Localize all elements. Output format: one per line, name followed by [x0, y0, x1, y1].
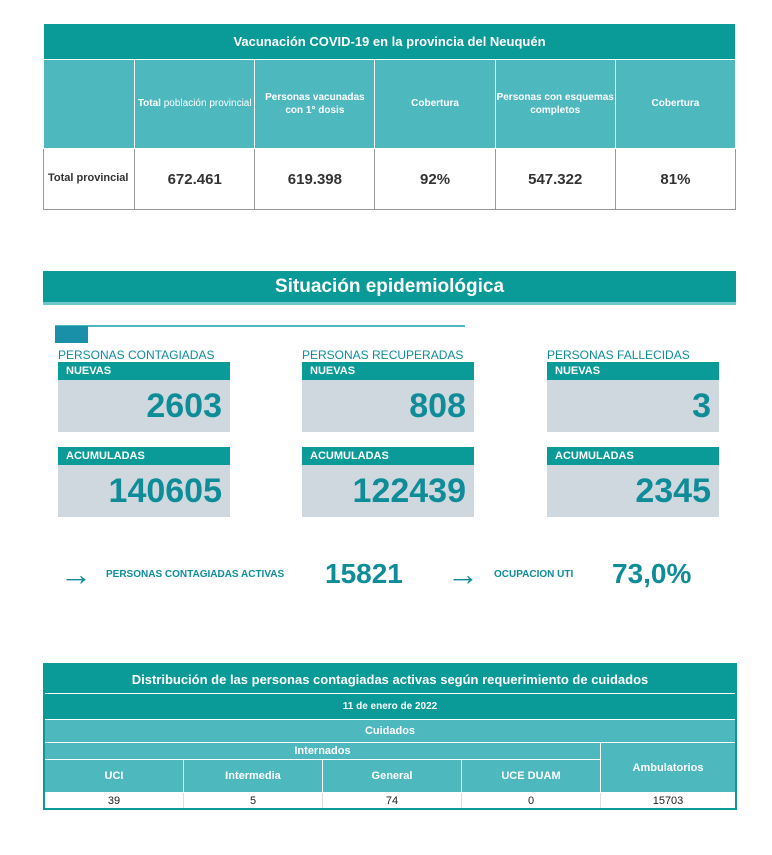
group-recuperadas [302, 348, 474, 517]
group-title: PERSONAS RECUPERADAS [302, 348, 464, 362]
header-complete: Personas con esquemas completos [495, 60, 615, 149]
col-uce-duam: UCE DUAM [462, 760, 601, 793]
group-title: PERSONAS CONTAGIADAS [58, 348, 215, 362]
row-label: Total provincial [44, 149, 135, 210]
care-ambulatorios: Ambulatorios [601, 743, 737, 793]
val-ambulatorios: 15703 [601, 793, 737, 810]
value-first-dose: 619.398 [255, 149, 375, 210]
header-coverage-2: Cobertura [615, 60, 735, 149]
card-value-new: 2603 [58, 380, 230, 432]
val-uce-duam: 0 [462, 793, 601, 810]
care-cuidados: Cuidados [44, 720, 736, 743]
group-title: PERSONAS FALLECIDAS [547, 348, 690, 362]
card-label-acc: ACUMULADAS [58, 447, 230, 465]
group-contagiadas [58, 348, 230, 517]
value-coverage-1: 92% [375, 149, 495, 210]
card-label-new: NUEVAS [547, 362, 719, 380]
uti-value: 73,0% [612, 558, 692, 589]
vaccination-table [43, 23, 736, 210]
card-label-new: NUEVAS [302, 362, 474, 380]
arrow-right-icon: → [447, 556, 479, 592]
arrow-right-icon: → [60, 556, 92, 592]
val-general: 74 [323, 793, 462, 810]
vaccination-title: Vacunación COVID-19 en la provincia del Neuquén [44, 24, 736, 60]
card-value-acc: 140605 [58, 465, 230, 517]
card-value-new: 3 [547, 380, 719, 432]
uti-label: OCUPACION UTI [494, 569, 574, 580]
epi-title: Situación epidemiológica [43, 271, 736, 305]
value-population: 672.461 [135, 149, 255, 210]
header-first-dose: Personas vacunadas con 1° dosis [255, 60, 375, 149]
value-coverage-2: 81% [615, 149, 735, 210]
card-value-acc: 2345 [547, 465, 719, 517]
col-uci: UCI [44, 760, 184, 793]
col-general: General [323, 760, 462, 793]
care-title: Distribución de las personas contagiadas activas según requerimiento de cuidados [44, 664, 736, 694]
card-label-new: NUEVAS [58, 362, 230, 380]
value-complete: 547.322 [495, 149, 615, 210]
active-label: PERSONAS CONTAGIADAS ACTIVAS [106, 569, 285, 580]
val-intermedia: 5 [184, 793, 323, 810]
card-value-new: 808 [302, 380, 474, 432]
val-uci: 39 [44, 793, 184, 810]
card-label-acc: ACUMULADAS [302, 447, 474, 465]
care-date: 11 de enero de 2022 [44, 694, 736, 720]
decorative-line [55, 325, 465, 327]
header-coverage-1: Cobertura [375, 60, 495, 149]
card-label-acc: ACUMULADAS [547, 447, 719, 465]
active-value: 15821 [325, 558, 403, 589]
group-fallecidas [547, 348, 719, 517]
care-internados: Internados [44, 743, 601, 760]
col-intermedia: Intermedia [184, 760, 323, 793]
header-empty [44, 60, 135, 149]
decorative-square [55, 326, 88, 343]
care-table [43, 663, 737, 810]
card-value-acc: 122439 [302, 465, 474, 517]
header-total-population: Total población provincial [135, 60, 255, 149]
